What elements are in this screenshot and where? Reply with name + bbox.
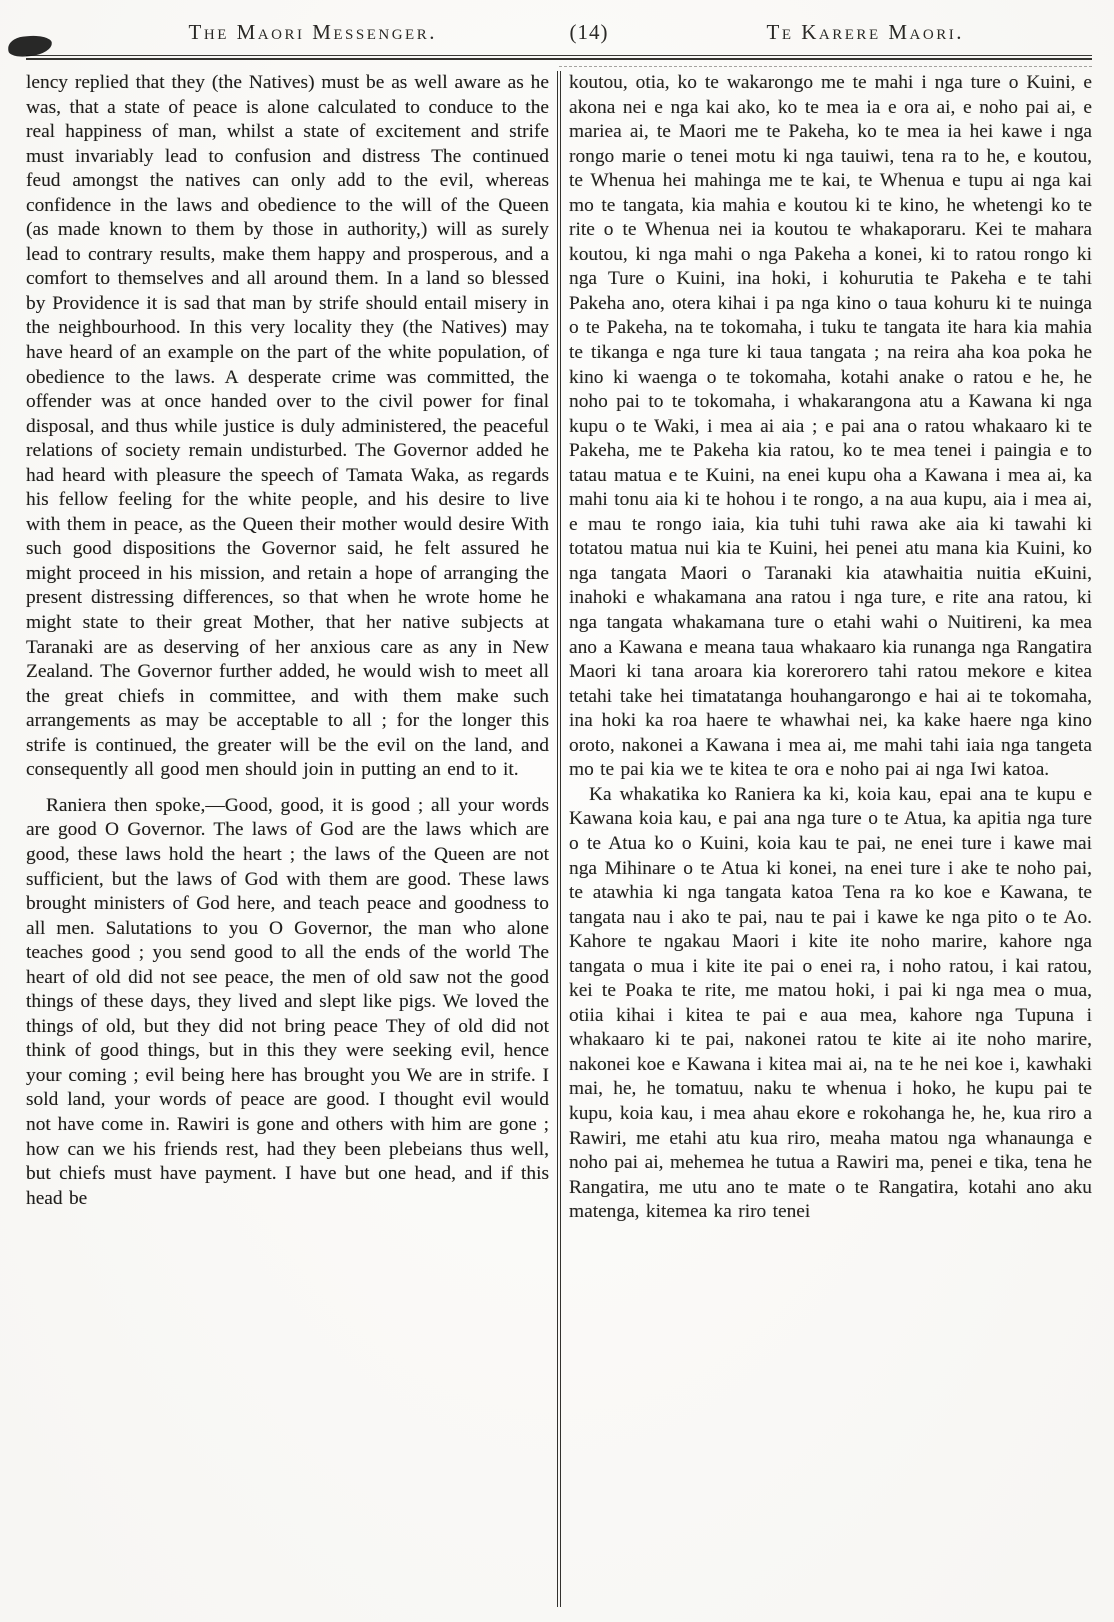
english-column — [26, 71, 549, 1211]
english-paragraph-raniera-speech: Raniera then spoke,—Good, good, it is good ; all your words are good O Governor. The laws of God are the laws which are good, these laws hold the heart ; the laws of the Queen are not sufficient, but the laws of God with them are good. These laws brought ministers of God here, and teach peace and goodness to all men. Salutations to you O Governor, the man who alone teaches good ; you send good to all the ends of the world The heart of old did not see peace, the men of old saw not the good things of these days, they lived and slept like pigs. We loved the things of old, but they did not bring peace They of old did not think of good things, but in this they were seeking evil, hence your coming ; evil being here has brought you We are in strife. I sold land, your words of peace are good. I thought evil would not have come in. Rawiri is gone and others with him are gone ; how can we his friends rest, had they been plebeians thus well, but chiefs must have payment. I have but one head, and if this head be — [26, 794, 549, 1209]
masthead-left-title: The Maori Messenger. — [188, 20, 437, 44]
maori-paragraph-raniera-speech: Ka whakatika ko Raniera ka ki, koia kau, epai ana te kupu e Kawana koia kau, e pai ana nga ture o te Atua, ka apitia nga ture o te Atua ko o Kuini, koia kau te pai, ne enei ture i kawe mai nga Mihinare o te Atua ki konei, na enei ture i ake te noho pai, te atawhia ki nga tangata katoa Tena ra ko koe e Kawana, te tangata nau i ako te pai, nau te pai i kawe ke nga pito o te Ao. Kahore te ngakau Maori i kite ite noho marire, kahore nga tangata o mua i kite ite pai o enei ra, i noho ratou, i kai ratou, kei te Poaka te rite, me matou hoki, i pai ki nga mea o mua, otiia kihai i kitea te pai e aua mea, kahore nga Tupuna i whakaaro ki te pai, nakonei ratou te kite ai ite noho marire, nakonei koe e Kawana i kitea mai ai, na te he nei koe i, kawhaki mai, he, he tomatuu, naku te whenua i hoko, he kupu pai te kupu, koia kau, i mea ahau ekore e rokohanga he, he, kua riro a Rawiri, me etahi atu kua riro, meaha matou nga whanaunga e noho pai ai, mehemea he tutua a Rawiri ma, penei e tika, tena he Rangatira, me utu ano te mate o te Rangatira, kotahi ano aku matenga, kitemea ka riro tenei — [569, 783, 1092, 1223]
header-rule-faint — [559, 66, 1092, 67]
masthead-page-number: (14) — [569, 20, 609, 44]
english-paragraph-continuation: lency replied that they (the Natives) must be as well aware as he was, that a state of peace is alone calculated to conduce to the real happiness of man, whilst a state of excitement and strife must invariably lead to confusion and distress The continued feud amongst the natives can only add to the evil, whereas confidence in the laws and obedience to the will of the Queen (as made known to them by those in authority,) will as surely lead to contrary results, make them happy and prosperous, and a comfort to themselves and all around them. In a land so blessed by Providence it is sad that man by strife should entail misery in the neighbourhood. In this very locality they (the Natives) may have heard of an example on the part of the white population, of obedience to the laws. A desperate crime was committed, the offender was at once handed over to the civil power for final disposal, and thus while justice is duly administered, the peaceful relations of society remain undisturbed. The Governor added he had heard with pleasure the speech of Tamata Waka, as regards his fellow feeling for the white people, and his desire to live with them in peace, as the Queen their mother would desire With such good dispositions the Governor said, he felt assured he might proceed in his mission, and retain a hope of arranging the present distressing differences, so that when he wrote home he might state to their great Mother, that her native subjects at Taranaki are as deserving of her anxious care as any in New Zealand. The Governor further added, he would wish to meet all the great chiefs in committee, and with them make such arrangements as may be acceptable to all ; for the longer this strife is continued, the greater will be the evil on the land, and consequently all good men should join in putting an end to it. — [26, 72, 549, 781]
maori-column — [569, 71, 1092, 1225]
masthead-right-title: Te Karere Maori. — [766, 20, 964, 44]
column-divider-rule — [557, 71, 561, 1607]
maori-paragraph-continuation: koutou, otia, ko te wakarongo me te mahi i nga ture o Kuini, e akona nei e nga kai ako, ko te mea ia e ora ai, e noho pai ai, e mariea ai, te Maori me te Pakeha, ko te mea ia hei kawe i nga rongo marie o tenei motu ki nga tauiwi, tena ra to he, e koutou, te Whenua hei mahinga me te kai, te Whenua e tupu ai nga kai mo te tangata, kia mahia e koutou ki te kino, he whetengi ko te rite o te Whenua nei ia koutou te whakaporaru. Kei te mahara koutou, ki nga mahi o nga Pakeha a konei, ki to ratou rongo ki nga Ture o Kuini, ina hoki, i kohurutia te Pakeha e te tahi Pakeha ano, otera kihai i pa nga kino o taua kohuru ki te nuinga o te Pakeha, na te tokomaha, i tuku te tangata ite hara kia mahia te tikanga e nga ture ki taua tangata ; na reira aha koa poka he kino ki waenga o te tokomaha, kotahi anake o ratou e he, he noho pai to te tokomaha, i whakarangona atu a Kawana ki nga kupu o te Waki, i mea ai aia ; e pai ana o ratou whakaaro ki te Pakeha, me te Pakeha kia ratou, ko te mea tenei i paingia e to tatau matua e te Kuini, na enei kupu oha a Kawana i mea ai, ka mahi tonu aia ki te hohou i te rongo, a na aua kupu, aia i mea ai, e mau te rongo iaia, kia tuhi tuhi rawa ake aia ki tawahi ki totatou matua nui kia te Kuini, hei penei atu mana kia Kuini, ko nga tangata Maori o Taranaki kia atawhaitia nuitia eKuini, inahoki e whakamana ana ratou i nga ture, e rite ana ratou, ki nga tangata whakamana ture o etahi wahi o Nuitireni, ka mea ano a Kawana e meana taua whakaaro kia runanga nga Rangatira Maori ki tana aroara kia korerorero tahi ratou mekore e kitea tetahi take hei timatatanga houhangarongo e hai ai te tokomaha, ina hoki ka roa haere te whawhai nei, ka kake haere nga kino oroto, nakonei a Kawana i mea ai, me mahi tahi iaia nga tangeta mo te pai kia we te kitea te ora e noho pai ai nga Iwi katoa. — [569, 72, 1092, 781]
header-rule — [26, 55, 1092, 60]
article-body — [26, 71, 1092, 1607]
masthead — [26, 14, 1092, 53]
